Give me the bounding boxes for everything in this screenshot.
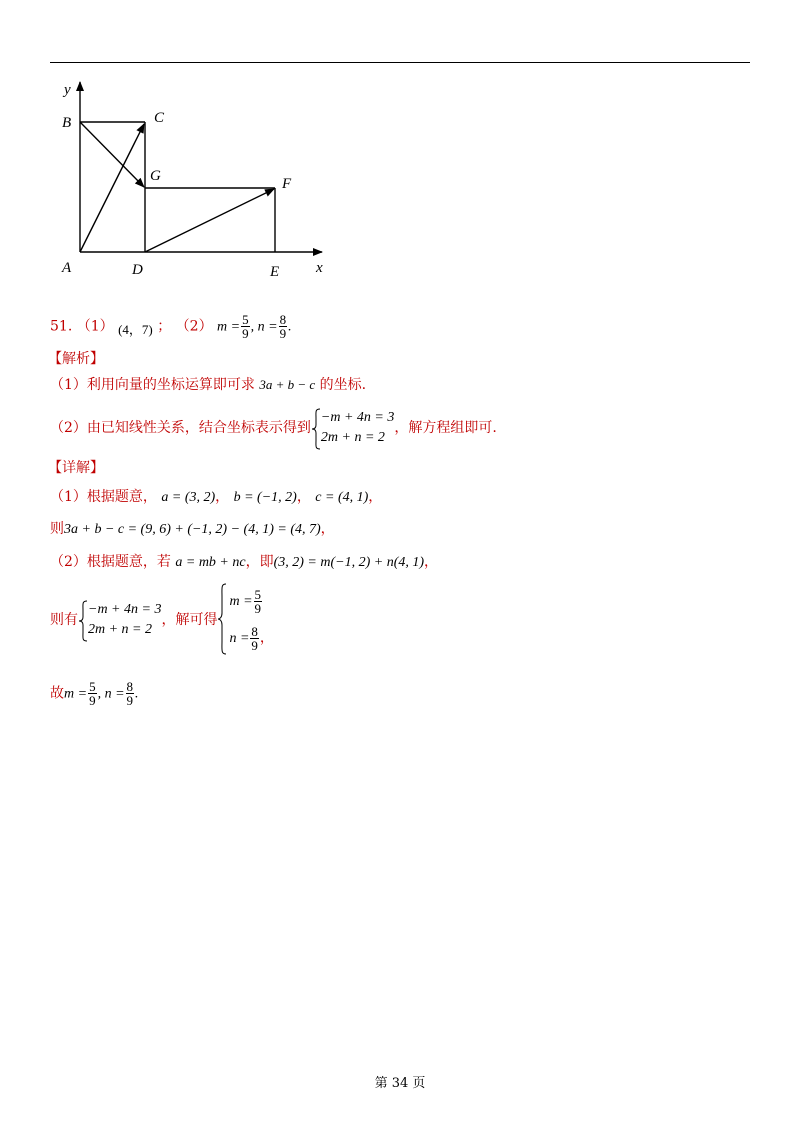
- fraction-n: $\frac{8}{9}$: [279, 312, 287, 341]
- label-d: D: [132, 262, 143, 278]
- question-number: 51.: [50, 318, 73, 335]
- answer-p1: (4，7): [118, 321, 153, 337]
- label-e: E: [270, 264, 280, 280]
- answer-51: 51. （1） (4，7) ； （2） m = $\frac{5}{9}$ , n = $\frac{8}{9}$ .: [50, 312, 292, 341]
- page-number: 第 34 页: [374, 1076, 426, 1091]
- label-c: C: [154, 110, 165, 126]
- detail-line-2: 则3a + b − c = (9, 6) + (−1, 2) − (4, 1) = (4, 7)，: [50, 521, 335, 537]
- fraction-m-solution: $\frac{5}{9}$: [254, 586, 262, 616]
- solution-system: m = $\frac{5}{9}$ n = $\frac{8}{9}$ ，: [217, 583, 273, 657]
- fraction-n-final: $\frac{8}{9}$: [126, 679, 134, 708]
- header-rule: [50, 62, 750, 63]
- detail-header: 【详解】: [48, 460, 104, 476]
- equation-system-2: −m + 4n = 3 2m + n = 2: [78, 600, 161, 640]
- detail-line-4: 则有 −m + 4n = 3 2m + n = 2 ，解可得 m = $\frac{5}{9}$ n = $\frac{8}{9}$ ，: [50, 583, 274, 657]
- vector-ac: [80, 124, 144, 252]
- label-x: x: [316, 260, 323, 276]
- analysis-header: 【解析】: [48, 351, 104, 367]
- detail-line-5: 故m = $\frac{5}{9}$ , n = $\frac{8}{9}$ .: [50, 679, 139, 708]
- fraction-m: $\frac{5}{9}$: [242, 312, 249, 341]
- vector-figure: [50, 72, 340, 287]
- vector-df: [145, 189, 274, 252]
- label-g: G: [150, 168, 161, 184]
- label-b: B: [62, 115, 72, 131]
- fraction-n-solution: $\frac{8}{9}$: [251, 623, 258, 653]
- equation-system-1: −m + 4n = 3 2m + n = 2: [311, 408, 394, 448]
- label-a: A: [62, 260, 72, 276]
- detail-line-3: （2）根据题意，若 a = mb + nc，即(3, 2) = m(−1, 2) + n(4, 1)，: [50, 554, 439, 570]
- label-f: F: [282, 176, 292, 192]
- analysis-line-1: （1）利用向量的坐标运算即可求 3a + b − c 的坐标.: [50, 377, 367, 393]
- label-y: y: [64, 82, 71, 98]
- vector-bg: [80, 122, 144, 187]
- fraction-m-final: $\frac{5}{9}$: [89, 679, 96, 708]
- detail-line-1: （1）根据题意， a = (3, 2)， b = (−1, 2)， c = (4, 1)，: [50, 489, 383, 505]
- analysis-line-2: （2）由已知线性关系，结合坐标表示得到 −m + 4n = 3 2m + n = 2 ，解方程组即可.: [50, 408, 497, 448]
